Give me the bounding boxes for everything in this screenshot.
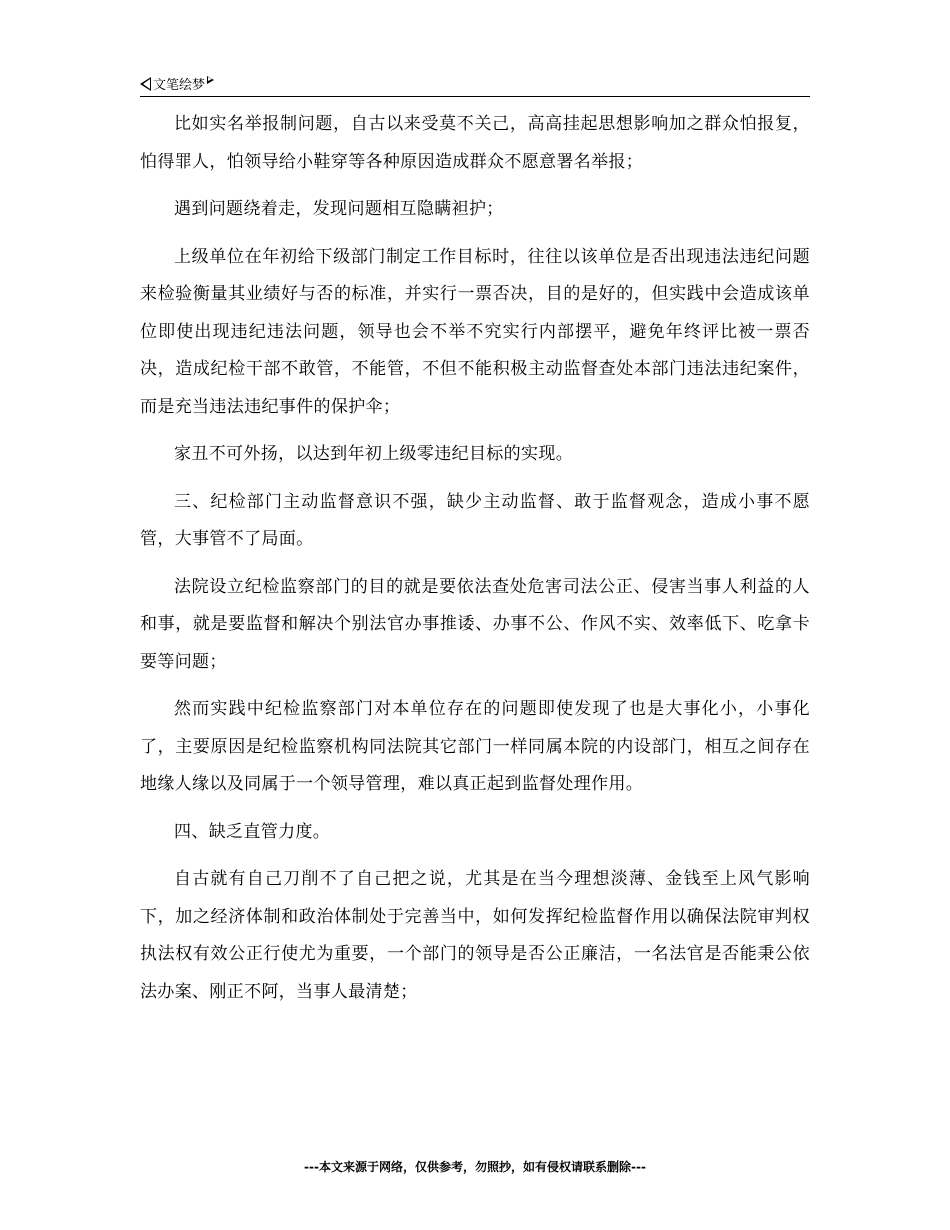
paragraph-4: 家丑不可外扬，以达到年初上级零违纪目标的实现。 (174, 444, 574, 464)
right-triangle-icon (207, 76, 214, 84)
section-heading-4: 四、缺乏直管力度。 (174, 821, 331, 842)
paragraph-7: 然而实践中纪检监察部门对本单位存在的问题即使发现了也是大事化小，小事化了，主要原因是纪检监察机构同法院其它部门一样同属本院的内设部门，相互之间存在地缘人缘以及同属于一个领导管理，难以真正起到监督处理作用。 (140, 699, 810, 794)
brand-logo-text: 文笔绘梦 (153, 78, 206, 93)
brand-logo (140, 74, 214, 93)
paragraph-9: 自古就有自己刀削不了自己把之说，尤其是在当今理想淡薄、金钱至上风气影响下，加之经济体制和政治体制处于完善当中，如何发挥纪检监督作用以确保法院审判权执法权有效公正行使尤为重要，一个部门的领导是否公正廉洁，一名法官是否能秉公依法办案、刚正不阿，当事人最清楚； (140, 869, 810, 1002)
paragraph-1: 比如实名举报制问题，自古以来受莫不关己，高高挂起思想影响加之群众怕报复，怕得罪人，怕领导给小鞋穿等各种原因造成群众不愿意署名举报； (140, 114, 810, 172)
paragraph-2: 遇到问题绕着走，发现问题相互隐瞒袒护； (174, 199, 504, 219)
left-triangle-icon (140, 77, 151, 91)
page-header (140, 72, 810, 97)
section-heading-3: 三、纪检部门主动监督意识不强，缺少主动监督、敢于监督观念，造成小事不愿管，大事管不了局面。 (140, 491, 810, 549)
document-body (140, 106, 810, 1021)
footer-notice: ---本文来源于网络，仅供参考，勿照抄，如有侵权请联系删除--- (304, 1160, 646, 1174)
paragraph-6: 法院设立纪检监察部门的目的就是要依法查处危害司法公正、侵害当事人利益的人和事，就是要监督和解决个别法官办事推诿、办事不公、作风不实、效率低下、吃拿卡要等问题； (140, 576, 810, 672)
paragraph-3: 上级单位在年初给下级部门制定工作目标时，往往以该单位是否出现违法违纪问题来检验衡量其业绩好与否的标准，并实行一票否决，目的是好的，但实践中会造成该单位即使出现违纪违法问题，领导也会不举不究实行内部摆平，避免年终评比被一票否决，造成纪检干部不敢管，不能管，不但不能积极主动监督查处本部门违法违纪案件，而是充当违法违纪事件的保护伞； (140, 246, 810, 417)
